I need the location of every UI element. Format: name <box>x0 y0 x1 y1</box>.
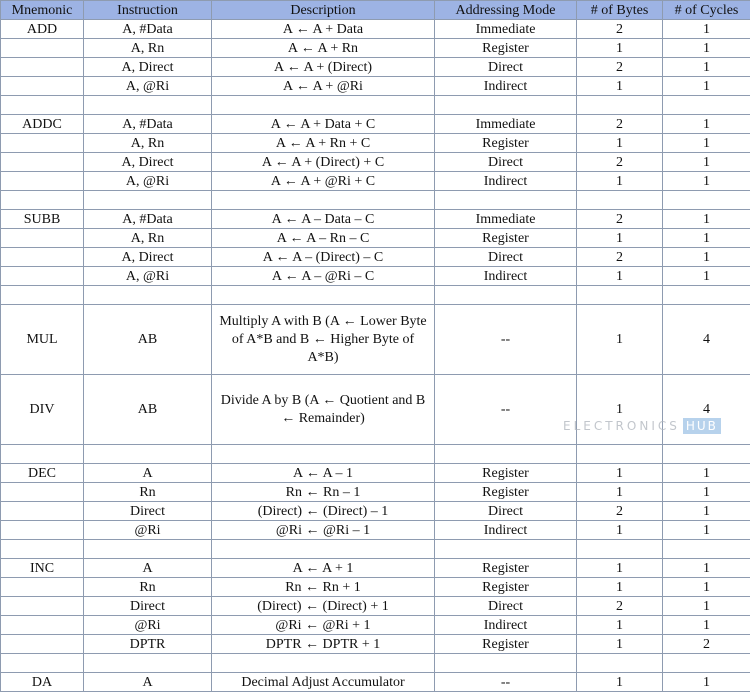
cycles-cell: 1 <box>663 77 750 96</box>
table-row <box>1 248 750 267</box>
description-cell: A ← A + (Direct) <box>212 58 435 77</box>
cycles-cell: 1 <box>663 229 750 248</box>
mnemonic-cell: ADDC <box>1 115 84 134</box>
table-row <box>1 597 750 616</box>
description-cell: A ← A + @Ri <box>212 77 435 96</box>
addressing-mode-cell: -- <box>435 673 577 692</box>
table-row <box>1 115 750 134</box>
cycles-cell: 1 <box>663 172 750 191</box>
watermark-logo <box>563 419 721 433</box>
description-cell: A ← A + Data + C <box>212 115 435 134</box>
spacer-row <box>1 540 750 559</box>
table-row <box>1 635 750 654</box>
instruction-cell: A, @Ri <box>84 267 212 286</box>
addressing-mode-cell: Indirect <box>435 616 577 635</box>
header-addressing-mode: Addressing Mode <box>435 1 577 20</box>
cycles-cell: 1 <box>663 248 750 267</box>
mnemonic-cell: DIV <box>1 375 84 445</box>
table-row <box>1 502 750 521</box>
description-cell: (Direct) ← (Direct) – 1 <box>212 502 435 521</box>
addressing-mode-cell: Direct <box>435 502 577 521</box>
empty-cell <box>577 191 663 210</box>
cycles-cell: 1 <box>663 39 750 58</box>
mnemonic-cell: SUBB <box>1 210 84 229</box>
mnemonic-cell <box>1 58 84 77</box>
table-body <box>1 20 750 692</box>
empty-cell <box>212 286 435 305</box>
description-cell: A ← A + @Ri + C <box>212 172 435 191</box>
bytes-cell: 2 <box>577 115 663 134</box>
cycles-cell: 1 <box>663 673 750 692</box>
bytes-cell: 1 <box>577 635 663 654</box>
mnemonic-cell <box>1 483 84 502</box>
addressing-mode-cell: Direct <box>435 153 577 172</box>
empty-cell <box>1 191 84 210</box>
bytes-cell: 1 <box>577 267 663 286</box>
mnemonic-cell <box>1 635 84 654</box>
empty-cell <box>1 540 84 559</box>
addressing-mode-cell: Indirect <box>435 77 577 96</box>
table-row <box>1 483 750 502</box>
instruction-cell: Direct <box>84 502 212 521</box>
table-row <box>1 673 750 692</box>
instruction-cell: Direct <box>84 597 212 616</box>
table-row <box>1 616 750 635</box>
cycles-cell: 1 <box>663 134 750 153</box>
cycles-cell: 1 <box>663 521 750 540</box>
addressing-mode-cell: Direct <box>435 597 577 616</box>
bytes-cell: 1 <box>577 172 663 191</box>
bytes-cell: 1 <box>577 673 663 692</box>
addressing-mode-cell: -- <box>435 375 577 445</box>
empty-cell <box>577 445 663 464</box>
empty-cell <box>84 96 212 115</box>
cycles-cell: 1 <box>663 597 750 616</box>
empty-cell <box>84 540 212 559</box>
description-cell: Divide A by B (A ← Quotient and B ← Remainder) <box>212 375 435 445</box>
bytes-cell: 1 <box>577 134 663 153</box>
empty-cell <box>84 654 212 673</box>
instruction-cell: A, @Ri <box>84 77 212 96</box>
empty-cell <box>577 286 663 305</box>
addressing-mode-cell: Register <box>435 134 577 153</box>
addressing-mode-cell: Register <box>435 229 577 248</box>
table-row <box>1 77 750 96</box>
description-cell: DPTR ← DPTR + 1 <box>212 635 435 654</box>
description-cell: A ← A + 1 <box>212 559 435 578</box>
addressing-mode-cell: Indirect <box>435 172 577 191</box>
mnemonic-cell <box>1 229 84 248</box>
bytes-cell: 1 <box>577 77 663 96</box>
addressing-mode-cell: Register <box>435 39 577 58</box>
cycles-cell: 1 <box>663 210 750 229</box>
empty-cell <box>577 540 663 559</box>
instruction-cell: @Ri <box>84 616 212 635</box>
header-description: Description <box>212 1 435 20</box>
empty-cell <box>84 445 212 464</box>
header-row <box>1 1 750 20</box>
bytes-cell: 1 <box>577 578 663 597</box>
table-row <box>1 172 750 191</box>
instruction-cell: A, @Ri <box>84 172 212 191</box>
watermark-hub: HUB <box>683 418 721 434</box>
empty-cell <box>663 286 750 305</box>
bytes-cell: 2 <box>577 58 663 77</box>
instruction-cell: A, #Data <box>84 115 212 134</box>
instruction-cell: A, Direct <box>84 248 212 267</box>
empty-cell <box>663 96 750 115</box>
description-cell: @Ri ← @Ri – 1 <box>212 521 435 540</box>
table-row <box>1 210 750 229</box>
cycles-cell: 1 <box>663 153 750 172</box>
empty-cell <box>577 96 663 115</box>
cycles-cell: 1 <box>663 578 750 597</box>
cycles-cell: 1 <box>663 58 750 77</box>
table-row <box>1 267 750 286</box>
instruction-cell: A <box>84 464 212 483</box>
mnemonic-cell <box>1 578 84 597</box>
empty-cell <box>663 540 750 559</box>
description-cell: (Direct) ← (Direct) + 1 <box>212 597 435 616</box>
bytes-cell: 1 <box>577 559 663 578</box>
empty-cell <box>84 286 212 305</box>
watermark-brand: ELECTRONICS <box>563 419 680 433</box>
instruction-cell: A <box>84 559 212 578</box>
instruction-cell: AB <box>84 305 212 375</box>
table-row <box>1 39 750 58</box>
addressing-mode-cell: Direct <box>435 248 577 267</box>
description-cell: Rn ← Rn + 1 <box>212 578 435 597</box>
spacer-row <box>1 191 750 210</box>
description-cell: Decimal Adjust Accumulator <box>212 673 435 692</box>
bytes-cell: 1 <box>577 375 663 445</box>
header-bytes: # of Bytes <box>577 1 663 20</box>
empty-cell <box>435 654 577 673</box>
table-row <box>1 375 750 445</box>
table-row <box>1 559 750 578</box>
cycles-cell: 1 <box>663 559 750 578</box>
bytes-cell: 1 <box>577 464 663 483</box>
bytes-cell: 1 <box>577 39 663 58</box>
instruction-cell: A <box>84 673 212 692</box>
cycles-cell: 1 <box>663 20 750 39</box>
mnemonic-cell: DEC <box>1 464 84 483</box>
table-row <box>1 20 750 39</box>
table-row <box>1 521 750 540</box>
bytes-cell: 1 <box>577 616 663 635</box>
addressing-mode-cell: Direct <box>435 58 577 77</box>
empty-cell <box>212 96 435 115</box>
instruction-cell: DPTR <box>84 635 212 654</box>
addressing-mode-cell: Immediate <box>435 115 577 134</box>
spacer-row <box>1 286 750 305</box>
empty-cell <box>1 654 84 673</box>
cycles-cell: 1 <box>663 115 750 134</box>
instruction-cell: Rn <box>84 578 212 597</box>
mnemonic-cell: DA <box>1 673 84 692</box>
cycles-cell: 4 <box>663 375 750 445</box>
empty-cell <box>435 191 577 210</box>
empty-cell <box>435 445 577 464</box>
addressing-mode-cell: Indirect <box>435 521 577 540</box>
mnemonic-cell <box>1 248 84 267</box>
description-cell: Rn ← Rn – 1 <box>212 483 435 502</box>
addressing-mode-cell: Register <box>435 464 577 483</box>
addressing-mode-cell: Immediate <box>435 210 577 229</box>
table-row <box>1 58 750 77</box>
mnemonic-cell <box>1 77 84 96</box>
instruction-cell: AB <box>84 375 212 445</box>
mnemonic-cell <box>1 153 84 172</box>
cycles-cell: 4 <box>663 305 750 375</box>
description-cell: A ← A + Rn + C <box>212 134 435 153</box>
cycles-cell: 1 <box>663 483 750 502</box>
instruction-cell: @Ri <box>84 521 212 540</box>
addressing-mode-cell: -- <box>435 305 577 375</box>
mnemonic-cell <box>1 39 84 58</box>
empty-cell <box>212 191 435 210</box>
addressing-mode-cell: Register <box>435 578 577 597</box>
mnemonic-cell <box>1 172 84 191</box>
mnemonic-cell: ADD <box>1 20 84 39</box>
empty-cell <box>212 540 435 559</box>
empty-cell <box>663 654 750 673</box>
instruction-cell: Rn <box>84 483 212 502</box>
spacer-row <box>1 445 750 464</box>
description-cell: A ← A + Rn <box>212 39 435 58</box>
table-row <box>1 578 750 597</box>
empty-cell <box>212 445 435 464</box>
table-row <box>1 305 750 375</box>
description-cell: @Ri ← @Ri + 1 <box>212 616 435 635</box>
cycles-cell: 1 <box>663 267 750 286</box>
spacer-row <box>1 96 750 115</box>
empty-cell <box>663 445 750 464</box>
instruction-cell: A, Rn <box>84 134 212 153</box>
cycles-cell: 2 <box>663 635 750 654</box>
empty-cell <box>84 191 212 210</box>
mnemonic-cell <box>1 502 84 521</box>
table-row <box>1 229 750 248</box>
table-row <box>1 464 750 483</box>
empty-cell <box>435 540 577 559</box>
empty-cell <box>1 96 84 115</box>
bytes-cell: 2 <box>577 597 663 616</box>
cycles-cell: 1 <box>663 616 750 635</box>
cycles-cell: 1 <box>663 464 750 483</box>
mnemonic-cell <box>1 134 84 153</box>
bytes-cell: 1 <box>577 305 663 375</box>
addressing-mode-cell: Register <box>435 483 577 502</box>
bytes-cell: 2 <box>577 20 663 39</box>
description-cell: A ← A – 1 <box>212 464 435 483</box>
bytes-cell: 2 <box>577 248 663 267</box>
mnemonic-cell <box>1 267 84 286</box>
description-cell: Multiply A with B (A ← Lower Byte of A*B and B ← Higher Byte of A*B) <box>212 305 435 375</box>
bytes-cell: 2 <box>577 210 663 229</box>
bytes-cell: 2 <box>577 153 663 172</box>
empty-cell <box>577 654 663 673</box>
description-cell: A ← A + (Direct) + C <box>212 153 435 172</box>
header-cycles: # of Cycles <box>663 1 750 20</box>
addressing-mode-cell: Register <box>435 635 577 654</box>
bytes-cell: 2 <box>577 502 663 521</box>
instruction-cell: A, Direct <box>84 153 212 172</box>
addressing-mode-cell: Indirect <box>435 267 577 286</box>
instruction-cell: A, #Data <box>84 210 212 229</box>
addressing-mode-cell: Register <box>435 559 577 578</box>
table-row <box>1 134 750 153</box>
mnemonic-cell: INC <box>1 559 84 578</box>
mnemonic-cell: MUL <box>1 305 84 375</box>
description-cell: A ← A – @Ri – C <box>212 267 435 286</box>
description-cell: A ← A – (Direct) – C <box>212 248 435 267</box>
cycles-cell: 1 <box>663 502 750 521</box>
addressing-mode-cell: Immediate <box>435 20 577 39</box>
empty-cell <box>212 654 435 673</box>
table-row <box>1 153 750 172</box>
bytes-cell: 1 <box>577 521 663 540</box>
header-instruction: Instruction <box>84 1 212 20</box>
description-cell: A ← A – Data – C <box>212 210 435 229</box>
mnemonic-cell <box>1 521 84 540</box>
bytes-cell: 1 <box>577 483 663 502</box>
bytes-cell: 1 <box>577 229 663 248</box>
mnemonic-cell <box>1 597 84 616</box>
empty-cell <box>663 191 750 210</box>
empty-cell <box>435 286 577 305</box>
instruction-cell: A, #Data <box>84 20 212 39</box>
instruction-cell: A, Rn <box>84 39 212 58</box>
empty-cell <box>435 96 577 115</box>
header-mnemonic: Mnemonic <box>1 1 84 20</box>
empty-cell <box>1 445 84 464</box>
instruction-cell: A, Rn <box>84 229 212 248</box>
spacer-row <box>1 654 750 673</box>
mnemonic-cell <box>1 616 84 635</box>
empty-cell <box>1 286 84 305</box>
description-cell: A ← A + Data <box>212 20 435 39</box>
description-cell: A ← A – Rn – C <box>212 229 435 248</box>
instruction-cell: A, Direct <box>84 58 212 77</box>
